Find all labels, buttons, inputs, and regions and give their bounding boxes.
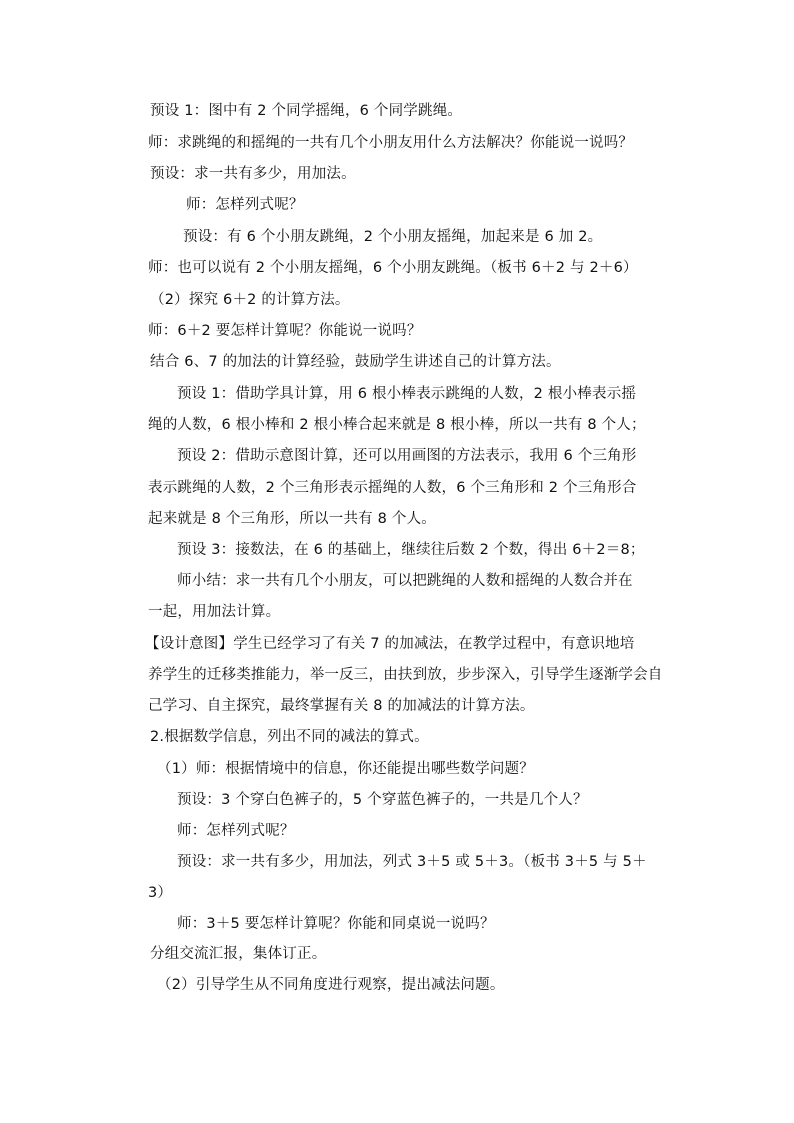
text-line: 师：3＋5 要怎样计算呢？你能和同桌说一说吗？: [177, 916, 495, 932]
text-line: 结合 6、7 的加法的计算经验，鼓励学生讲述自己的计算方法。: [150, 354, 561, 370]
text-line: 2.根据数学信息，列出不同的减法的算式。: [150, 729, 429, 745]
text-line: 预设 1：借助学具计算，用 6 根小棒表示跳绳的人数，2 根小棒表示摇: [177, 386, 637, 402]
text-line: 师：求跳绳的和摇绳的一共有几个小朋友用什么方法解决？你能说一说吗？: [148, 135, 634, 151]
text-line: 养学生的迁移类推能力，举一反三，由扶到放，步步深入，引导学生逐渐学会自: [148, 667, 663, 683]
text-line: （2）引导学生从不同角度进行观察，提出减法问题。: [157, 977, 505, 993]
text-line: 绳的人数，6 根小棒和 2 根小棒合起来就是 8 根小棒，所以一共有 8 个人；: [148, 417, 646, 433]
text-line: 师：6＋2 要怎样计算呢？你能说一说吗？: [148, 323, 422, 339]
text-line: 师：怎样列式呢？: [177, 823, 295, 839]
text-line: 【设计意图】学生已经学习了有关 7 的加减法，在教学过程中，有意识地培: [145, 636, 635, 652]
text-line: 分组交流汇报，集体订正。: [150, 946, 327, 962]
text-line: 起来就是 8 个三角形，所以一共有 8 个人。: [148, 511, 436, 527]
text-line: 己学习、自主探究，最终掌握有关 8 的加减法的计算方法。: [148, 698, 535, 714]
text-line: 师：也可以说有 2 个小朋友摇绳，6 个小朋友跳绳。（板书 6＋2 与 2＋6）: [148, 260, 638, 276]
text-line: （1）师：根据情境中的信息，你还能提出哪些数学问题？: [157, 761, 534, 777]
text-line: 师：怎样列式呢？: [186, 197, 304, 213]
text-line: （2）探究 6＋2 的计算方法。: [150, 292, 350, 308]
text-line: 师小结：求一共有几个小朋友，可以把跳绳的人数和摇绳的人数合并在: [177, 573, 633, 589]
text-line: 一起，用加法计算。: [148, 604, 281, 620]
text-line: 预设：求一共有多少，用加法，列式 3＋5 或 5＋3。（板书 3＋5 与 5＋: [177, 854, 647, 870]
text-line: 表示跳绳的人数，2 个三角形表示摇绳的人数，6 个三角形和 2 个三角形合: [148, 480, 637, 496]
text-line: 预设 2：借助示意图计算，还可以用画图的方法表示，我用 6 个三角形: [177, 448, 637, 464]
text-line: 预设 3：接数法，在 6 的基础上，继续往后数 2 个数，得出 6＋2＝8；: [177, 542, 645, 558]
text-line: 预设：求一共有多少，用加法。: [150, 166, 356, 182]
text-line: 3）: [148, 885, 173, 901]
text-line: 预设 1：图中有 2 个同学摇绳，6 个同学跳绳。: [150, 103, 463, 119]
text-line: 预设：3 个穿白色裤子的，5 个穿蓝色裤子的，一共是几个人？: [177, 792, 588, 808]
text-line: 预设：有 6 个小朋友跳绳，2 个小朋友摇绳，加起来是 6 加 2。: [183, 229, 603, 245]
